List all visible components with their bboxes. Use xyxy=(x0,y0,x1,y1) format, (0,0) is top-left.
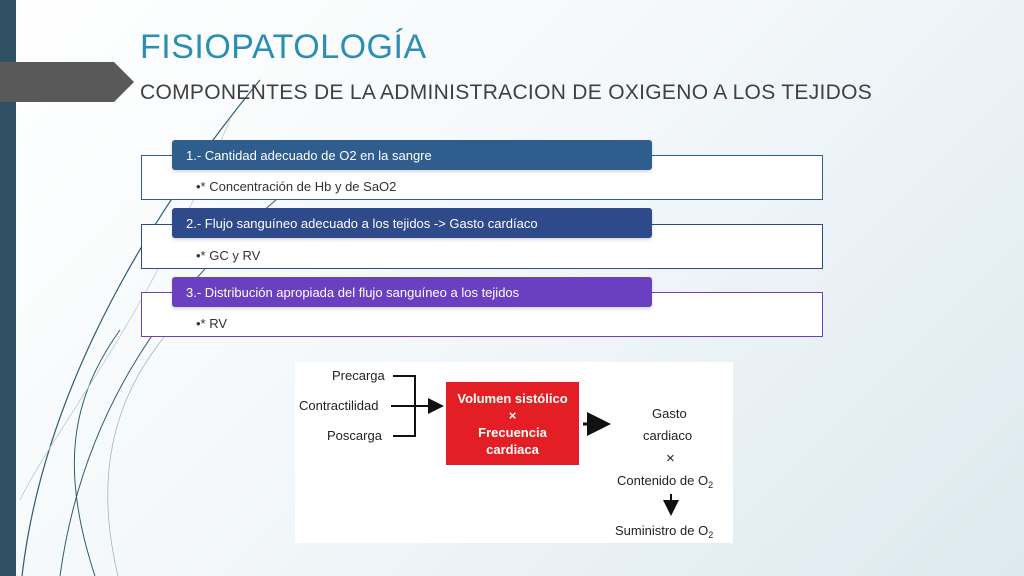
cardiac-output-diagram xyxy=(295,362,733,543)
input-contractilidad: Contractilidad xyxy=(299,398,379,413)
title-arrow-accent xyxy=(0,62,134,102)
item-header-2: 2.- Flujo sanguíneo adecuado a los tejidos -> Gasto cardíaco xyxy=(172,208,652,238)
item-detail-2: •* GC y RV xyxy=(196,248,261,263)
box-line-3: cardiaca xyxy=(486,442,539,457)
times-symbol: × xyxy=(666,450,675,467)
input-poscarga: Poscarga xyxy=(327,428,382,443)
item-header-3: 3.- Distribución apropiada del flujo sanguíneo a los tejidos xyxy=(172,277,652,307)
stroke-volume-box xyxy=(446,382,579,465)
slide-subtitle: COMPONENTES DE LA ADMINISTRACION DE OXIGENO A LOS TEJIDOS xyxy=(140,81,873,104)
contenido-label: Contenido de $O_2$ xyxy=(617,473,714,490)
suministro-label: Suministro de $O_2$ xyxy=(615,523,714,540)
box-times: × xyxy=(508,408,517,423)
gasto-label: Gasto xyxy=(652,406,687,421)
input-precarga: Precarga xyxy=(332,368,385,383)
o2-subscript: 2 xyxy=(708,530,714,540)
slide-title: FISIOPATOLOGÍA xyxy=(140,28,427,66)
item-detail-1: •* Concentración de Hb y de SaO2 xyxy=(196,179,397,194)
cardiaco-label: cardiaco xyxy=(643,428,693,443)
o2-subscript: 2 xyxy=(708,480,714,490)
item-detail-3: •* RV xyxy=(196,316,228,331)
box-line-1: Volumen sistólico xyxy=(457,391,568,406)
item-header-1: 1.- Cantidad adecuado de O2 en la sangre xyxy=(172,140,652,170)
box-line-2: Frecuencia xyxy=(478,425,547,440)
